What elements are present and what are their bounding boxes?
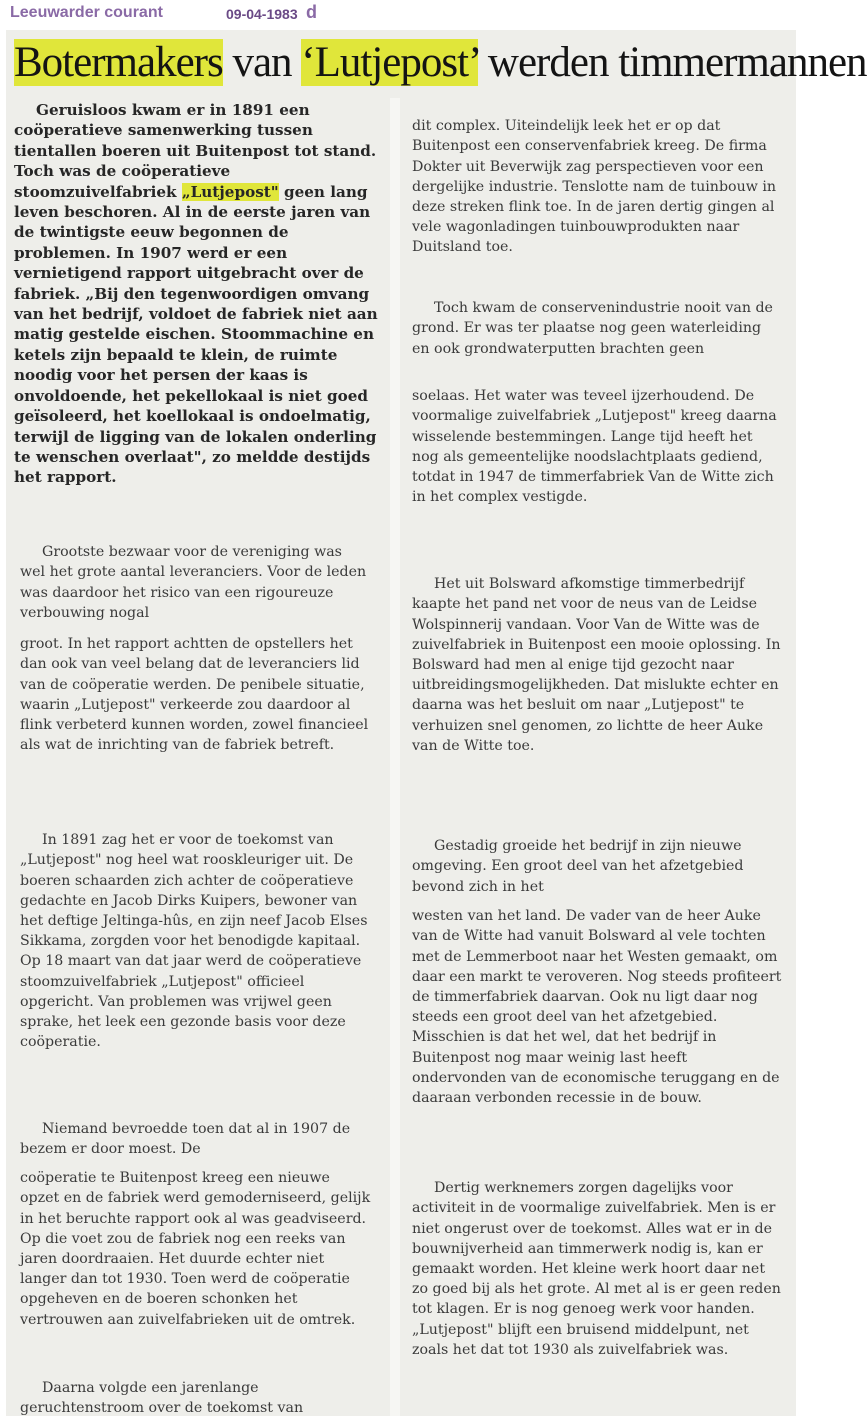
paragraph: Dertig werknemers zorgen dagelijks voor activiteit in de voormalige zuivelfabriek. Men is er niet ongerust over de toekomst. Alles wat er in de bouwnijverheid aan timmerwerk nodig is, kan er gemaakt worden. Het kleine werk hoort daar net zo goed bij als het grote. Al met al is er geen reden tot klagen. Er is nog genoeg werk voor handen. „Lutjepost" blijft een bruisend middelpunt, net zoals het dat tot 1930 als zuivelfabriek was.	[412, 1180, 781, 1358]
headline-highlight-botermakers: Botermakers	[14, 39, 223, 86]
paragraph: groot. In het rapport achtten de opstellers het dan ook van veel belang dat de leveranciers lid van de coöperatie werden. De penibele situatie, waarin „Lutjepost" verkeerde zou daardoor al flink verbeterd kunnen worden, zowel financieel als wat de inrichting van de fabriek betreft.	[20, 636, 369, 754]
paragraph: westen van het land. De vader van de heer Auke van de Witte had vanuit Bolsward al vele tochten met de Lemmerboot naar het Westen gemaakt, om daar een markt te veroveren. Nog steeds profiteert de timmerfabriek daarvan. Ook nu ligt daar nog steeds een groot deel van het afzetgebied. Misschien is dat het wel, dat het bedrijf in Buitenpost nog maar weinig last heeft ondervonden van de economische teruggang en de daaraan verbonden recessie in de bouw.	[412, 908, 782, 1107]
clipping-header	[0, 0, 800, 28]
paragraph: dit complex. Uiteindelijk leek het er op dat Buitenpost een conservenfabriek kreeg. De firma Dokter uit Beverwijk zag perspectieven voor een dergelijke industrie. Tenslotte nam de tuinbouw in deze streken flink toe. In de jaren dertig gingen al vele wagonladingen tuinbouwprodukten naar Duitsland toe.	[412, 118, 777, 256]
edition-letter: d	[306, 2, 317, 22]
headline-text-van: van	[222, 39, 302, 86]
publication-date: 09-04-1983	[226, 6, 298, 22]
paragraph: Toch kwam de conservenindustrie nooit van de grond. Er was ter plaatse nog geen waterleiding en ook grondwaterputten brachten geen	[412, 300, 773, 357]
article-headline	[14, 38, 867, 88]
paragraph: Het uit Bolsward afkomstige timmerbedrijf kaapte het pand net voor de neus van de Leidse Wolspinnerij vandaan. Voor Van de Witte was de zuivelfabriek in Buitenpost een mooie oplossing. In Bolsward had men al enige tijd gezocht naar uitbreidingsmogelijkheden. Dat mislukte echter en daarna was het besluit om naar „Lutjepost" te verhuizen snel genomen, zo lichtte de heer Auke van de Witte toe.	[412, 576, 781, 754]
paragraph: Niemand bevroedde toen dat al in 1907 de bezem er door moest. De	[20, 1121, 351, 1158]
paragraph: soelaas. Het water was teveel ijzerhoudend. De voormalige zuivelfabriek „Lutjepost" kreeg daarna wisselende bestemmingen. Lange tijd heeft het nog als gemeentelijke noodslachtplaats gediend, totdat in 1947 de timmerfabriek Van de Witte zich in het complex vestigde.	[412, 388, 777, 506]
paragraph: In 1891 zag het er voor de toekomst van „Lutjepost" nog heel wat rooskleuriger uit. De boeren schaarden zich achter de coöperatieve gedachte en Jacob Dirks Kuipers, bewoner van het deftige Jeltinga-hûs, en zijn neef Jacob Elses Sikkama, zorgden voor het benodigde kapitaal. Op 18 maart van dat jaar werd de coöperatieve stoomzuivelfabriek „Lutjepost" officieel opgericht. Van problemen was vrijwel geen sprake, het leek een gezonde basis voor deze coöperatie.	[20, 832, 368, 1051]
article-lead	[14, 100, 382, 488]
headline-highlight-lutjepost: ‘Lutjepost’	[301, 39, 479, 86]
lead-text-after: geen lang leven beschoren. Al in de eerste jaren van de twintigste eeuw begonnen de problemen. In 1907 werd er een vernietigend rapport uitgebracht over de fabriek. „Bij den tegenwoordigen omvang van het bedrijf, voldoet de fabriek niet aan matig gestelde eischen. Stoommachine en ketels zijn bepaald te klein, de ruimte noodig voor het persen der kaas is onvoldoende, het pekellokaal is niet goed geïsoleerd, het koellokaal is ondoelmatig, terwijl de ligging van de lokalen onderling te wenschen overlaat", zo meldde destijds het rapport.	[14, 182, 378, 487]
paragraph: Daarna volgde een jarenlange geruchtenstroom over de toekomst van	[20, 1380, 304, 1417]
headline-text-rest: werden timmermannen	[478, 39, 867, 86]
paragraph: Grootste bezwaar voor de vereniging was wel het grote aantal leveranciers. Voor de leden was daardoor het risico van een rigoureuze verbouwing nogal	[20, 544, 367, 621]
column-gutter	[390, 98, 400, 1416]
paragraph: Gestadig groeide het bedrijf in zijn nieuwe omgeving. Een groot deel van het afzetgebied bevond zich in het	[412, 838, 744, 895]
lead-text-before: Geruisloos kwam er in 1891 een coöperatieve samenwerking tussen tientallen boeren uit Buitenpost tot stand. Toch was de coöperatieve stoomzuivelfabriek	[14, 101, 377, 201]
paragraph: coöperatie te Buitenpost kreeg een nieuwe opzet en de fabriek werd gemoderniseerd, gelijk in het beruchte rapport ook al was geadviseerd. Op die voet zou de fabriek nog een reeks van jaren doordraaien. Het duurde echter niet langer dan tot 1930. Toen werd de coöperatie opgeheven en de boeren schonken het vertrouwen aan zuivelfabrieken uit de omtrek.	[20, 1170, 371, 1328]
lead-highlight-lutjepost: „Lutjepost"	[181, 182, 279, 201]
newspaper-name: Leeuwarder courant	[10, 4, 163, 21]
